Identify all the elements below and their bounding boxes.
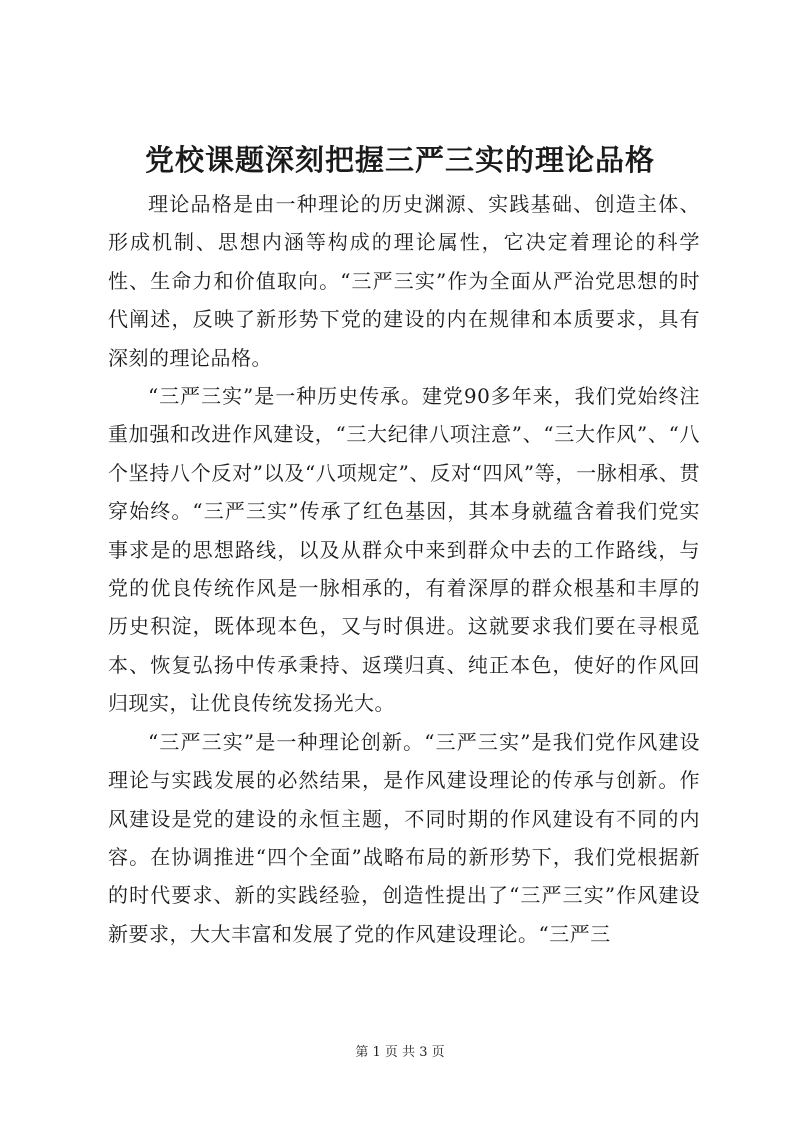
- paragraph-2: “三严三实”是一种历史传承。建党90多年来，我们党始终注重加强和改进作风建设，“三大纪律八项注意”、“三大作风”、“八个坚持八个反对”以及“八项规定”、反对“四风”等，一脉相承、贯穿始终。“三严三实”传承了红色基因，其本身就蕴含着我们党实事求是的思想路线，以及从群众中来到群众中去的工作路线，与党的优良传统作风是一脉相承的，有着深厚的群众根基和丰厚的历史积淀，既体现本色，又与时俱进。这就要求我们要在寻根觅本、恢复弘扬中传承秉持、返璞归真、纯正本色，使好的作风回归现实，让优良传统发扬光大。: [108, 384, 700, 716]
- document-body: [108, 185, 700, 953]
- page-number-footer: 第 1 页 共 3 页: [355, 1045, 445, 1060]
- paragraph-1: 理论品格是由一种理论的历史渊源、实践基础、创造主体、形成机制、思想内涵等构成的理论属性，它决定着理论的科学性、生命力和价值取向。“三严三实”作为全面从严治党思想的时代阐述，反映了新形势下党的建设的内在规律和本质要求，具有深刻的理论品格。: [108, 192, 700, 370]
- paragraph-3: “三严三实”是一种理论创新。“三严三实”是我们党作风建设理论与实践发展的必然结果，是作风建设理论的传承与创新。作风建设是党的建设的永恒主题，不同时期的作风建设有不同的内容。在协调推进“四个全面”战略布局的新形势下，我们党根据新的时代要求、新的实践经验，创造性提出了“三严三实”作风建设新要求，大大丰富和发展了党的作风建设理论。“三严三: [108, 729, 700, 946]
- document-title: 党校课题深刻把握三严三实的理论品格: [144, 143, 655, 177]
